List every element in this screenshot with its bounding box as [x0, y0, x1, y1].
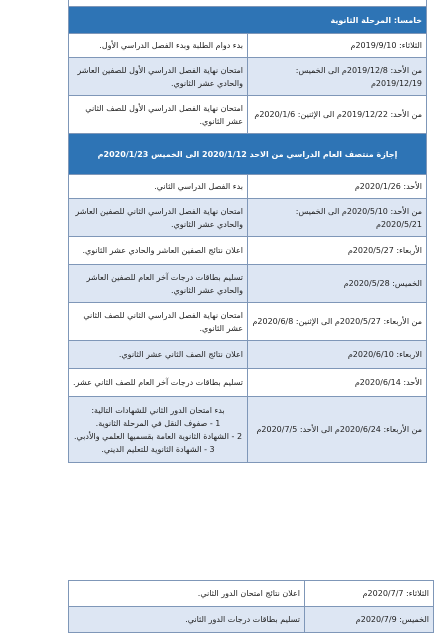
schedule-table — [68, 6, 427, 463]
row-description: امتحان نهاية الفصل الدراسي الأول للصف الثاني عشر الثانوي. — [69, 96, 248, 134]
exam-list-item: 1 - صفوف النقل في المرحلة الثانوية. — [95, 418, 221, 428]
table-row — [69, 237, 427, 265]
row-date: الأحد: 2020/1/26م — [248, 175, 427, 199]
table-row — [69, 175, 427, 199]
row-description: تسليم بطاقات درجات آخر العام للصفين العاشر والحادي عشر الثانوي. — [69, 265, 248, 303]
table-row — [69, 607, 434, 633]
schedule-table-continued — [68, 580, 434, 633]
exam-list-heading: بدء امتحان الدور الثاني للشهادات التالية: — [91, 405, 225, 415]
table-row — [69, 265, 427, 303]
row-description — [69, 397, 248, 463]
row-date: من الأحد: 2019/12/8م الى الخميس: 2019/12/19م — [248, 58, 427, 96]
row-description: اعلان نتائج الصفين العاشر والحادي عشر الثانوي. — [69, 237, 248, 265]
page-break-gap — [0, 556, 441, 580]
row-description: بدء دوام الطلبة وبدء الفصل الدراسي الأول. — [69, 34, 248, 58]
table-row — [69, 341, 427, 369]
row-date: من الأحد: 2020/5/10م الى الخميس: 2020/5/21م — [248, 199, 427, 237]
table-row — [69, 369, 427, 397]
section-header: خامسا: المرحلة الثانوية — [69, 7, 427, 34]
table-row — [69, 34, 427, 58]
row-description: امتحان نهاية الفصل الدراسي الأول للصفين العاشر والحادي عشر الثانوي. — [69, 58, 248, 96]
table-row — [69, 58, 427, 96]
row-description: تسليم بطاقات درجات الدور الثاني. — [69, 607, 305, 633]
row-date: الاربعاء: 2020/6/10م — [248, 341, 427, 369]
midyear-holiday-band: إجازة منتصف العام الدراسي من الاحد 2020/1/12 الى الخميس 2020/1/23م — [69, 134, 427, 175]
table-row — [69, 96, 427, 134]
table-row — [69, 581, 434, 607]
row-date: الثلاثاء: 2020/7/7م — [305, 581, 434, 607]
row-date: الأحد: 2020/6/14م — [248, 369, 427, 397]
row-date: من الأحد: 2019/12/22م الى الإثنين: 2020/1/6م — [248, 96, 427, 134]
row-description: امتحان نهاية الفصل الدراسي الثاني للصف الثاني عشر الثانوي. — [69, 303, 248, 341]
table-row — [69, 397, 427, 463]
row-date: من الأربعاء: 2020/6/24م الى الأحد: 2020/7/5م — [248, 397, 427, 463]
row-description: اعلان نتائج الصف الثاني عشر الثانوي. — [69, 341, 248, 369]
row-date: الخميس: 2020/5/28م — [248, 265, 427, 303]
table-row — [69, 303, 427, 341]
exam-list-item: 3 - الشهادة الثانوية للتعليم الديني. — [101, 444, 215, 454]
exam-list-item: 2 - الشهادة الثانوية العامة بقسميها العلمي والأدبي. — [73, 431, 243, 441]
row-description: بدء الفصل الدراسي الثاني. — [69, 175, 248, 199]
row-description: اعلان نتائج امتحان الدور الثاني. — [69, 581, 305, 607]
row-description: تسليم بطاقات درجات آخر العام للصف الثاني عشر. — [69, 369, 248, 397]
row-description: امتحان نهاية الفصل الدراسي الثاني للصفين العاشر والحادي عشر الثانوي. — [69, 199, 248, 237]
table-row — [69, 199, 427, 237]
row-date: الخميس: 2020/7/9م — [305, 607, 434, 633]
row-date: من الأربعاء: 2020/5/27م الى الإثنين: 2020/6/8م — [248, 303, 427, 341]
row-date: الثلاثاء: 2019/9/10م — [248, 34, 427, 58]
row-date: الأربعاء: 2020/5/27م — [248, 237, 427, 265]
